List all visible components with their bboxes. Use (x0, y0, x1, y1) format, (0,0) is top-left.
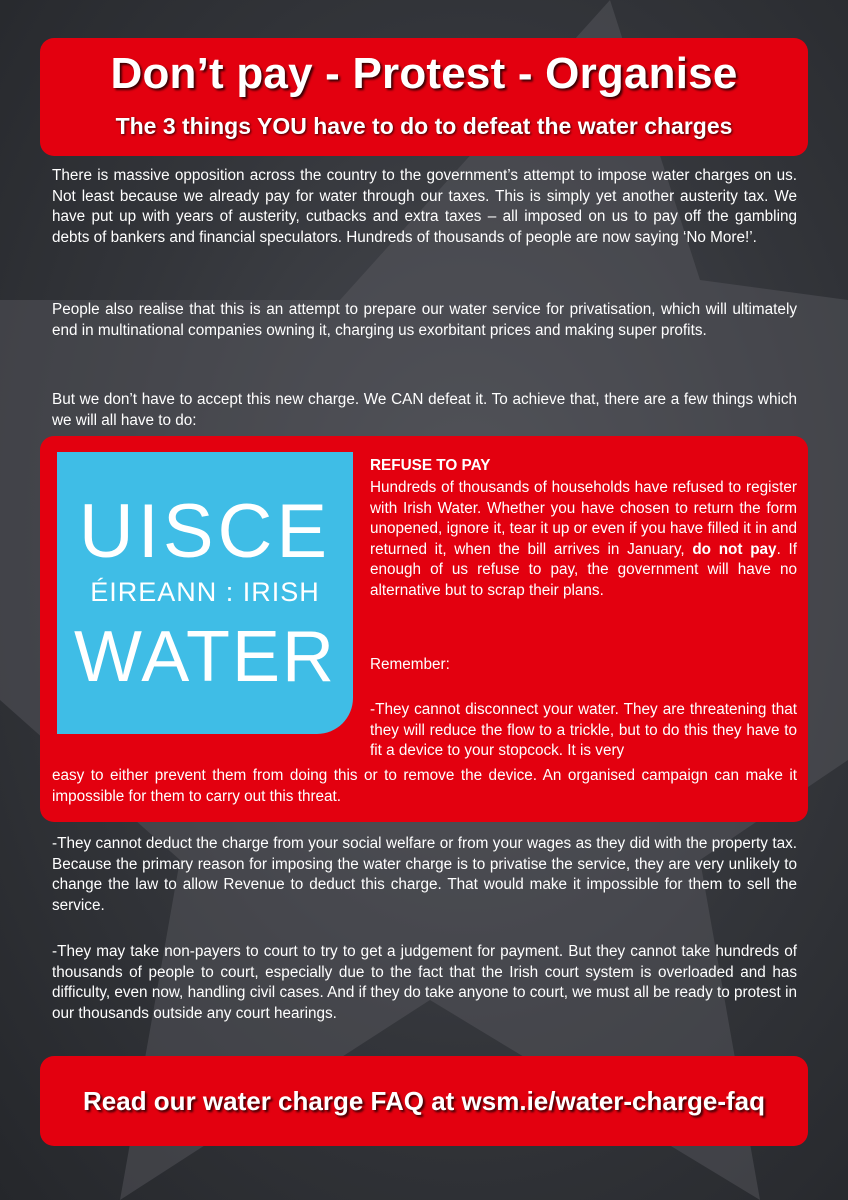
page-title: Don’t pay - Protest - Organise (110, 49, 738, 98)
refuse-body (370, 478, 797, 601)
irish-water-logo (57, 452, 353, 734)
logo-line-water: WATER (74, 617, 336, 697)
point-deduct: -They cannot deduct the charge from your social welfare or from your wages as they did with the property tax. Because the primary reason for imposing the water charge is to privatise the service, they are very unlikely to change the law to allow Revenue to deduct this charge. That would make it impossible for them to sell the service. (52, 835, 797, 914)
faq-link-text[interactable]: Read our water charge FAQ at wsm.ie/water-charge-faq (83, 1086, 765, 1116)
intro-paragraph-1: There is massive opposition across the country to the government’s attempt to impose water charges on us. Not least because we already pay for water through our taxes. This is simply yet another austerity tax. We have put up with years of austerity, cutbacks and extra taxes – all imposed on us to pay off the gambling debts of bankers and financial speculators. Hundreds of thousands of people are now saying ‘No More!’. (52, 167, 797, 246)
intro-paragraph-3: But we don’t have to accept this new charge. We CAN defeat it. To achieve that, there are a few things which we will all have to do: (52, 391, 797, 429)
point-disconnect-part1: -They cannot disconnect your water. They are threatening that they will reduce the flow to a trickle, but to do this they have to fit a device to your stopcock. It is very (370, 701, 797, 759)
point-court: -They may take non-payers to court to try to get a judgement for payment. But they cannot take hundreds of thousands of people to court, especially due to the fact that the Irish court system is overloaded and has difficulty, even now, handling civil cases. And if they do take anyone to court, we must all be ready to protest in our thousands outside any court hearings. (52, 943, 797, 1022)
footer-banner (40, 1056, 808, 1146)
page-subtitle: The 3 things YOU have to do to defeat the water charges (115, 113, 733, 139)
intro-paragraph-2: People also realise that this is an attempt to prepare our water service for privatisation, which will ultimately end in multinational companies owning it, charging us exorbitant prices and making super profits. (52, 301, 797, 339)
refuse-body-emphasis: do not pay (692, 540, 777, 558)
refuse-body-text: Hundreds of thousands of households have refused to register with Irish Water. Whether you have chosen to return the form unopened, ignore it, tear it up or even if you have filled it in and returned it, when the bill arrives in January, (370, 479, 797, 558)
header-banner (40, 38, 808, 156)
refuse-heading: REFUSE TO PAY (370, 457, 491, 474)
remember-label: Remember: (370, 656, 450, 673)
logo-line-eireann: ÉIREANN : IRISH (90, 577, 320, 607)
logo-line-uisce: UISCE (78, 489, 332, 574)
refuse-body-text-end: . If enough of us refuse to pay, the government will have no alternative but to scrap their plans. (370, 540, 798, 599)
point-disconnect-part2: easy to either prevent them from doing this or to remove the device. An organised campaign can make it impossible for them to carry out this threat. (52, 767, 797, 805)
